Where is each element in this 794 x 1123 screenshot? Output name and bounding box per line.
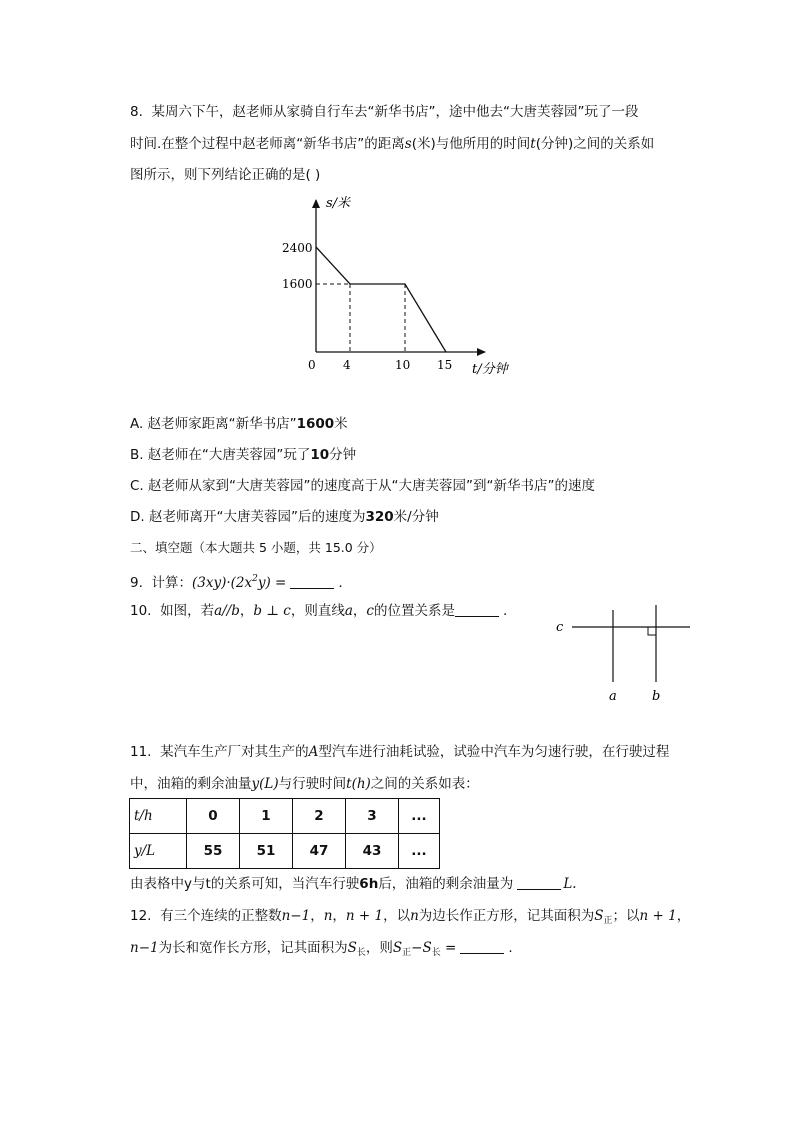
q10 [130,602,507,620]
table-cell: ... [399,834,440,869]
q12-text-1d: ；以 [612,908,640,924]
y-tick-1600: 1600 [282,277,313,291]
q10-rel-perp: b ⊥ c [253,603,291,619]
table-cell: 55 [187,834,240,869]
q8-line3: 图所示，则下列结论正确的是( ) [130,167,321,183]
opt-b-unit: 分钟 [329,447,357,463]
q12-comma-3: ， [676,908,691,924]
q12-n-minus-1: n−1 [281,908,311,924]
q9-number: 9. [130,575,143,591]
q12-line2 [130,939,513,962]
y-axis-label: s/米 [326,196,351,211]
q10-comma-1: ， [239,603,254,619]
q12-answer-blank[interactable] [460,941,504,954]
q12-S-rect-sub: 长 [356,948,366,958]
opt-b-value: 10 [310,447,330,463]
q12-comma-1: ， [310,908,324,924]
right-angle-mark [648,627,656,635]
x-axis-label: t/分钟 [472,362,508,377]
q12-number: 12. [130,908,152,924]
table-cell: 0 [187,799,240,834]
opt-a-text: A. 赵老师家距离“新华书店” [130,416,297,432]
q9-answer-blank[interactable] [290,576,334,589]
q9-expr-a: (3xy)·(2x [191,575,253,591]
table-header-t: t/h [130,799,187,834]
q12-n-plus-1: n + 1 [345,908,384,924]
q9-expr-b: y) = [257,575,287,591]
q8-option-b[interactable] [130,446,356,464]
q12-S-rect-b-sub: 长 [431,948,441,958]
table-row [130,834,440,869]
q8-text-1: 某周六下午，赵老师从家骑自行车去“新华书店”，途中他去“大唐芙蓉园”玩了一段 [151,104,639,120]
q12-S-square: S [594,908,604,924]
q10-answer-blank[interactable] [455,604,499,617]
q11-hours: 6h [359,876,379,892]
origin-label: 0 [308,358,316,372]
q12-S-square-b: S [392,940,403,956]
distance-line [316,247,446,352]
q8-text-2b: (米)与他所用的时间 [411,136,531,152]
q11-text-2a: 中，油箱的剩余油量 [130,776,252,792]
table-header-y: y/L [130,834,187,869]
q12-text-1c: 为边长作正方形，记其面积为 [418,908,595,924]
q10-rel-parallel: a//b [214,603,240,619]
opt-a-value: 1600 [296,416,335,432]
q12-S-rect: S [347,940,357,956]
q12-S-square-sub: 正 [603,916,613,926]
q10-pre: 如图，若 [160,603,215,619]
section-2-title: 二、填空题（本大题共 5 小题，共 15.0 分） [130,540,382,555]
x-tick-4: 4 [343,358,351,372]
q8-var-s: s [404,136,412,152]
q12-minus: − [411,940,423,956]
q9-period: . [338,575,343,591]
q10-period: . [502,603,508,619]
q8-number: 8. [130,104,143,120]
q8-distance-time-graph [270,190,530,380]
q11-number: 11. [130,744,152,760]
q12-n-plus-1-b: n + 1 [639,908,677,924]
q8-line2 [130,135,654,153]
table-cell: ... [399,799,440,834]
q10-number: 10. [130,603,152,619]
table-cell: 51 [240,834,293,869]
x-tick-10: 10 [395,358,411,372]
q8-option-a[interactable] [130,415,348,433]
q11-text-2c: 之间的关系如表： [370,776,479,792]
table-cell: 47 [293,834,346,869]
q11-after-b: 后，油箱的剩余油量为 [378,876,514,892]
table-cell: 1 [240,799,293,834]
q12-comma-2: ， [332,908,346,924]
q12-S-rect-b: S [422,940,432,956]
q10-comma-2: ， [352,603,367,619]
table-row [130,799,440,834]
table-cell: 2 [293,799,346,834]
q9-prefix: 计算： [151,575,192,591]
q10-var-c: c [366,603,374,619]
opt-d-unit: 米/分钟 [393,509,439,525]
q12-equals: = [445,940,457,956]
q8-text-2c: (分钟)之间的关系如 [535,136,655,152]
q11-var-y: y(L) [251,776,279,792]
q12-n: n [323,908,333,924]
q12-text-2b: ，则 [365,940,393,956]
table-cell: 43 [346,834,399,869]
opt-d-value: 320 [365,509,394,525]
opt-a-unit: 米 [334,416,348,432]
q8-option-d[interactable] [130,508,439,526]
q12-n-side: n [410,908,419,924]
q10-post: 的位置关系是 [373,603,455,619]
q10-mid: ，则直线 [290,603,345,619]
q12-line1 [130,907,690,930]
q11-line2 [130,775,479,793]
q12-S-square-b-sub: 正 [402,948,412,958]
q11-answer-blank[interactable] [517,877,561,890]
label-a: a [609,689,617,704]
y-tick-2400: 2400 [282,241,313,255]
q12-text-1b: ，以 [383,908,411,924]
q11-line1 [130,743,669,761]
q11-var-t: t(h) [346,776,371,792]
label-c: c [556,620,564,635]
opt-b-text: B. 赵老师在“大唐芙蓉园”玩了 [130,447,311,463]
q8-line1 [130,103,638,121]
table-cell: 3 [346,799,399,834]
q12-period: . [508,940,513,956]
q12-n-minus-1-b: n−1 [130,940,159,956]
q11-var-A: A [308,744,319,760]
q11-after-a: 由表格中y与t的关系可知，当汽车行驶 [130,876,360,892]
opt-d-text: D. 赵老师离开“大唐芙蓉园”后的速度为 [130,509,366,525]
q10-lines-figure [550,600,700,710]
q8-text-2a: 时间.在整个过程中赵老师离“新华书店”的距离 [130,136,405,152]
q11-text-1a: 某汽车生产厂对其生产的 [160,744,309,760]
q11-unit: L. [563,876,577,892]
q11-text-2b: 与行驶时间 [278,776,347,792]
q9 [130,570,343,592]
q12-text-1a: 有三个连续的正整数 [160,908,282,924]
q11-data-table [129,798,440,869]
q11-line3 [130,875,577,893]
q8-option-c[interactable]: C. 赵老师从家到“大唐芙蓉园”的速度高于从“大唐芙蓉园”到“新华书店”的速度 [130,478,595,494]
label-b: b [652,689,661,704]
q9-exponent: 2 [252,574,258,584]
q8-var-t: t [530,136,536,152]
q10-var-a: a [344,603,353,619]
q12-text-2a: 为长和宽作长方形，记其面积为 [158,940,348,956]
q11-text-1b: 型汽车进行油耗试验，试验中汽车为匀速行驶，在行驶过程 [318,744,670,760]
x-tick-15: 15 [437,358,453,372]
